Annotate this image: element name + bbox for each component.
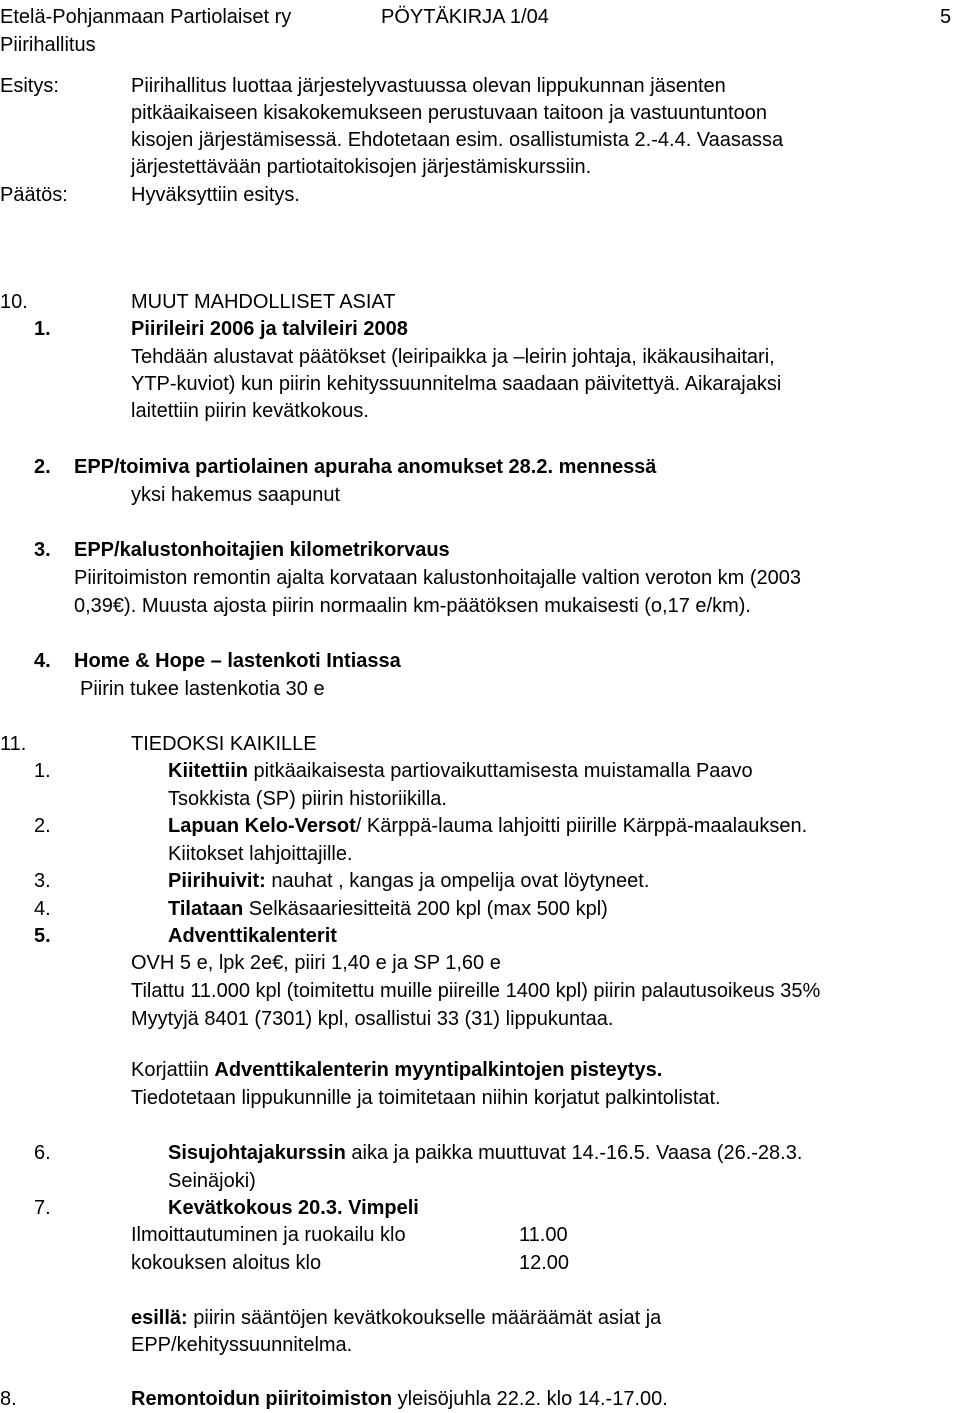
item-number: 5. (34, 925, 51, 947)
item-rest-text: nauhat , kangas ja ompelija ovat löytyneet. (265, 870, 650, 892)
item-text-line: Myytyjä 8401 (7301) kpl, osallistui 33 (31) lippukuntaa. (131, 1008, 614, 1030)
item-title: Kevätkokous 20.3. Vimpeli (168, 1197, 419, 1219)
section-10-number: 10. (0, 291, 28, 313)
item-text-line: 0,39€). Muusta ajosta piirin normaalin km-päätöksen mukaisesti (o,17 e/km). (74, 595, 751, 617)
item-text-line: yksi hakemus saapunut (131, 484, 341, 506)
item-text (168, 868, 649, 894)
item-rest-text: pitkäaikaisesta partiovaikuttamisesta muistamalla Paavo (248, 760, 753, 782)
item-rest-text: Korjattiin (131, 1059, 215, 1081)
item-rest-text: yleisöjuhla 22.2. klo 14.-17.00. (392, 1388, 668, 1410)
item-bold-text: Piirihuivit: (168, 870, 266, 892)
item-number: 7. (34, 1197, 51, 1219)
item-text-line: EPP/kehityssuunnitelma. (131, 1334, 353, 1356)
item-number: 2. (34, 815, 51, 837)
item-text-line: Seinäjoki) (168, 1170, 256, 1192)
item-number: 8. (0, 1388, 17, 1410)
item-number: 4. (34, 898, 51, 920)
item-rest-text: / Kärppä-lauma lahjoitti piirille Kärppä-maalauksen. (355, 815, 808, 837)
esitys-line: kisojen järjestämisessä. Ehdotetaan esim. osallistumista 2.-4.4. Vaasassa (131, 129, 784, 151)
item-title: EPP/toimiva partiolainen apuraha anomukset 28.2. mennessä (74, 456, 657, 478)
item-text-line: Kiitokset lahjoittajille. (168, 843, 353, 865)
item-text (168, 813, 807, 839)
item-number: 4. (34, 650, 51, 672)
item-text (168, 758, 753, 784)
item-text-line: Tsokkista (SP) piirin historiikilla. (168, 788, 447, 810)
item-bold-text: Remontoidun piiritoimiston (131, 1388, 393, 1410)
item-text (131, 1057, 662, 1083)
esitys-label: Esitys: (0, 75, 59, 97)
item-text-line: Piirin tukee lastenkotia 30 e (80, 678, 325, 700)
section-10-title: MUUT MAHDOLLISET ASIAT (131, 291, 396, 313)
section-11-number: 11. (0, 733, 27, 755)
item-number: 1. (34, 318, 51, 340)
item-bold-text: Tilataan (168, 898, 244, 920)
item-number: 6. (34, 1142, 51, 1164)
schedule-time: 11.00 (519, 1224, 568, 1246)
schedule-label: Ilmoittautuminen ja ruokailu klo (131, 1224, 406, 1246)
header-doc-title: PÖYTÄKIRJA 1/04 (381, 6, 549, 28)
item-text-line: OVH 5 e, lpk 2e€, piiri 1,40 e ja SP 1,60 e (131, 952, 501, 974)
item-bold-text: esillä: (131, 1307, 188, 1329)
item-text-line: Tiedotetaan lippukunnille ja toimitetaan niihin korjatut palkintolistat. (131, 1087, 721, 1109)
item-title: Adventtikalenterit (168, 925, 337, 947)
item-bold-text: Sisujohtajakurssin (168, 1142, 346, 1164)
item-number: 1. (34, 760, 51, 782)
item-title: Piirileiri 2006 ja talvileiri 2008 (131, 318, 408, 340)
esitys-line: järjestettävään partiotaitokisojen järjestämiskurssiin. (131, 156, 592, 178)
item-number: 3. (34, 870, 51, 892)
schedule-label: kokouksen aloitus klo (131, 1252, 322, 1274)
item-text (168, 1140, 802, 1166)
item-text (131, 1386, 668, 1412)
item-text-line: Tehdään alustavat päätökset (leiripaikka ja –leirin johtaja, ikäkausihaitari, (131, 346, 775, 368)
item-rest-text: Selkäsaariesitteitä 200 kpl (max 500 kpl) (243, 898, 608, 920)
item-text (168, 896, 608, 922)
header-body: Piirihallitus (0, 34, 96, 56)
section-11-title: TIEDOKSI KAIKILLE (131, 733, 317, 755)
item-bold-text: Lapuan Kelo-Versot (168, 815, 356, 837)
item-rest-text: aika ja paikka muuttuvat 14.-16.5. Vaasa (26.-28.3. (345, 1142, 803, 1164)
item-number: 2. (34, 456, 51, 478)
paatos-label: Päätös: (0, 184, 68, 206)
item-rest-text: piirin sääntöjen kevätkokoukselle määräämät asiat ja (187, 1307, 662, 1329)
item-text-line: Tilattu 11.000 kpl (toimitettu muille piireille 1400 kpl) piirin palautusoikeus 35% (131, 980, 821, 1002)
item-text-line: YTP-kuviot) kun piirin kehityssuunnitelma saadaan päivitettyä. Aikarajaksi (131, 373, 782, 395)
esitys-line: pitkäaikaiseen kisakokemukseen perustuvaan taitoon ja vastuuntuntoon (131, 102, 767, 124)
item-text-line: laitettiin piirin kevätkokous. (131, 400, 369, 422)
page-number: 5 (940, 6, 952, 28)
item-bold-text: Adventtikalenterin myyntipalkintojen pisteytys. (214, 1059, 663, 1081)
item-title: EPP/kalustonhoitajien kilometrikorvaus (74, 539, 450, 561)
header-org: Etelä-Pohjanmaan Partiolaiset ry (0, 6, 292, 28)
schedule-time: 12.00 (519, 1252, 570, 1274)
esitys-line: Piirihallitus luottaa järjestelyvastuussa olevan lippukunnan jäsenten (131, 75, 726, 97)
item-text-line: Piiritoimiston remontin ajalta korvataan kalustonhoitajalle valtion veroton km (2003 (74, 567, 802, 589)
item-title: Home & Hope – lastenkoti Intiassa (74, 650, 401, 672)
item-number: 3. (34, 539, 51, 561)
paatos-text: Hyväksyttiin esitys. (131, 184, 300, 206)
item-bold-text: Kiitettiin (168, 760, 248, 782)
item-text (131, 1305, 661, 1331)
